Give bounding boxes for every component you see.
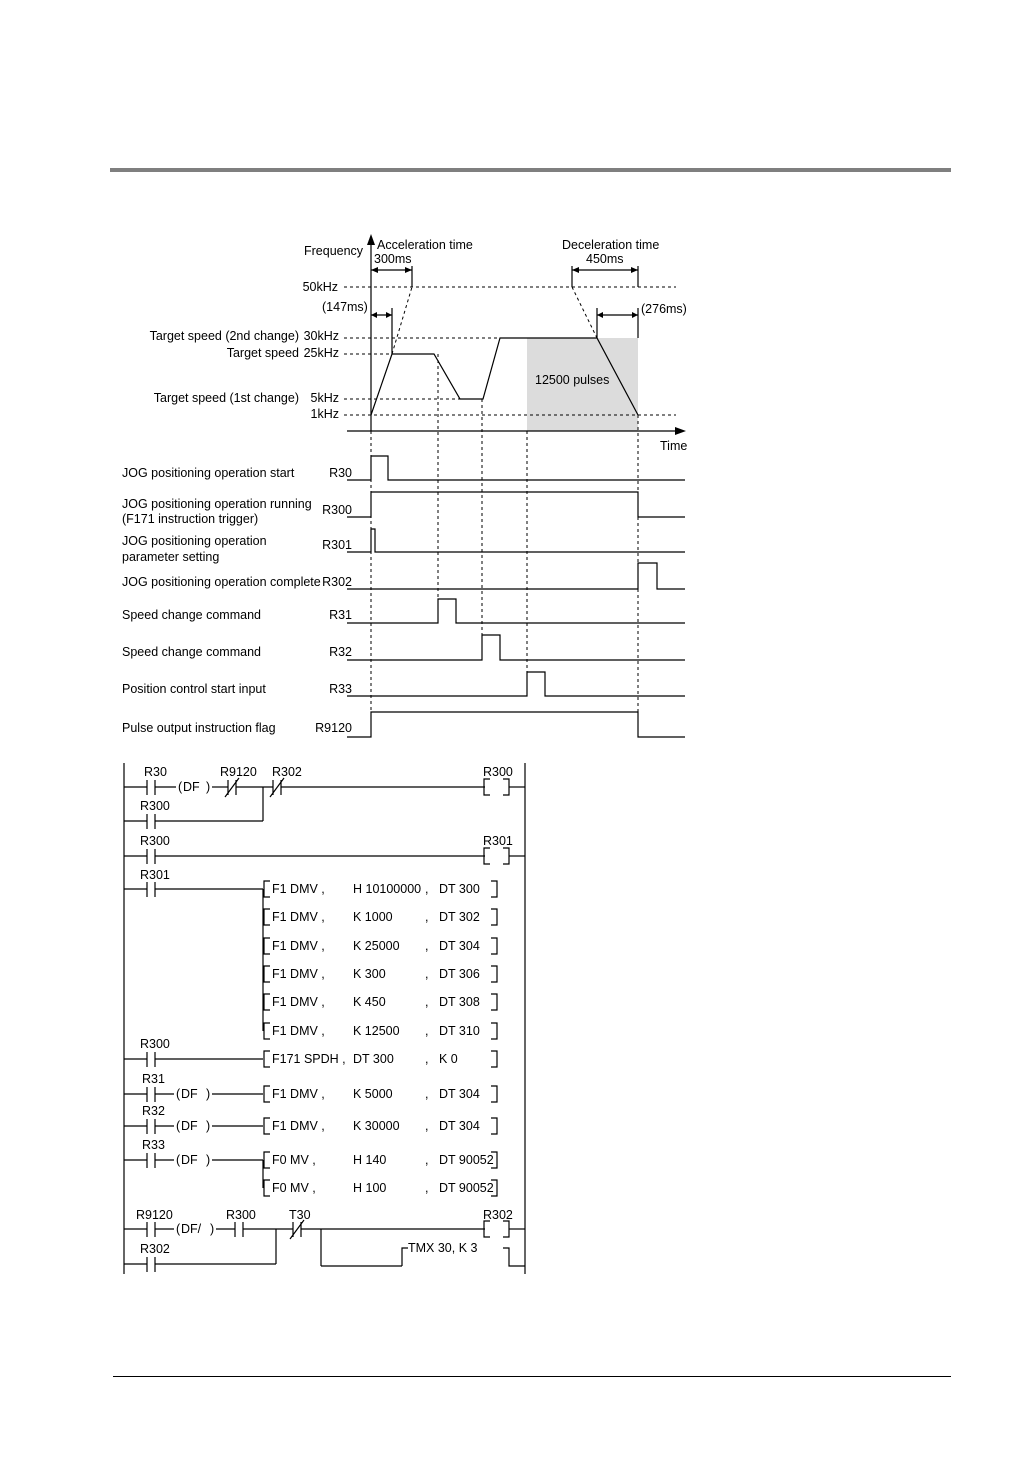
rung-f171 <box>124 1037 263 1067</box>
signal-timing-rows <box>122 456 685 737</box>
signal-label: JOG positioning operation <box>122 534 267 548</box>
instruction-src: H 140 <box>353 1153 387 1167</box>
accel-extrapolation <box>392 287 412 354</box>
decel-time-value: 450ms <box>586 252 624 266</box>
level-25khz-label: 25kHz <box>303 346 339 360</box>
instruction-comma: , <box>425 1119 429 1133</box>
signal-relay-label: R300 <box>322 503 352 517</box>
signal-relay-label: R301 <box>322 538 352 552</box>
df-open-paren: ( <box>176 1119 181 1133</box>
signal-relay-label: R302 <box>322 575 352 589</box>
instruction-op: F0 MV , <box>272 1181 316 1195</box>
arrow-right-icon <box>631 267 638 273</box>
df-close-paren: ) <box>210 1222 215 1236</box>
instruction-comma: , <box>425 882 429 896</box>
instruction-row <box>264 1023 497 1039</box>
coil-r302: R302 <box>483 1208 513 1222</box>
coil-r300: R300 <box>483 765 513 779</box>
contact-r30: R30 <box>144 765 167 779</box>
instruction-op: F0 MV , <box>272 1153 316 1167</box>
instruction-dst: DT 302 <box>439 910 480 924</box>
waveform-r31 <box>347 599 685 623</box>
arrow-right-icon <box>386 312 392 318</box>
signal-label: JOG positioning operation complete <box>122 575 321 589</box>
instruction-src: DT 300 <box>353 1052 394 1066</box>
level-5khz-label: 5kHz <box>310 391 339 405</box>
df-close-paren: ) <box>206 780 211 794</box>
decel-extrapolation <box>572 287 597 338</box>
waveform-r300 <box>347 492 685 517</box>
footer-rule <box>113 1376 951 1377</box>
contact-r32: R32 <box>142 1104 165 1118</box>
instruction-comma: , <box>425 995 429 1009</box>
df-open-paren: ( <box>176 1087 181 1101</box>
df-close-paren: ) <box>206 1153 211 1167</box>
instruction-row <box>264 909 497 925</box>
rung-r31 <box>124 1072 263 1102</box>
level-30khz-label: 30kHz <box>303 329 339 343</box>
waveform-r9120 <box>347 712 685 737</box>
contact-r300-seal: R300 <box>140 799 170 813</box>
time-axis-arrow-icon <box>675 427 686 435</box>
instruction-dst: DT 304 <box>439 1087 480 1101</box>
waveform-r30 <box>347 456 685 480</box>
df-label: DF <box>181 1087 198 1101</box>
instruction-src: H 100 <box>353 1181 387 1195</box>
instruction-op: F1 DMV , <box>272 910 325 924</box>
contact-r302: R302 <box>272 765 302 779</box>
contact-r9120: R9120 <box>220 765 257 779</box>
instruction-op: F1 DMV , <box>272 967 325 981</box>
instruction-src: K 30000 <box>353 1119 400 1133</box>
level-5khz-caption: Target speed (1st change) <box>153 391 299 405</box>
signal-relay-label: R33 <box>329 682 352 696</box>
signal-relay-label: R9120 <box>315 721 352 735</box>
contact-r9120-edge: R9120 <box>136 1208 173 1222</box>
contact-r33: R33 <box>142 1138 165 1152</box>
signal-label: Speed change command <box>122 645 261 659</box>
instruction-comma: , <box>425 1052 429 1066</box>
instruction-src: H 10100000 <box>353 882 422 896</box>
instruction-row <box>264 1086 497 1102</box>
rung-3 <box>124 868 263 1031</box>
contact-t30: T30 <box>289 1208 311 1222</box>
signal-relay-label: R32 <box>329 645 352 659</box>
df-close-paren: ) <box>206 1119 211 1133</box>
df-label: DF <box>181 1153 198 1167</box>
instruction-comma: , <box>425 967 429 981</box>
instruction-row <box>264 1152 497 1168</box>
arrow-right-icon <box>405 267 412 273</box>
timer-instruction: TMX 30, K 3 <box>408 1241 478 1255</box>
instruction-src: K 25000 <box>353 939 400 953</box>
instruction-row <box>264 966 497 982</box>
waveform-r301 <box>347 529 685 552</box>
instruction-comma: , <box>425 939 429 953</box>
rung-1 <box>124 765 525 829</box>
contact-r300: R300 <box>140 834 170 848</box>
signal-label: Position control start input <box>122 682 266 696</box>
instruction-src: K 12500 <box>353 1024 400 1038</box>
instruction-list <box>264 881 497 1196</box>
instruction-comma: , <box>425 1153 429 1167</box>
waveform-r32 <box>347 635 685 660</box>
instruction-op: F171 SPDH , <box>272 1052 346 1066</box>
instruction-op: F1 DMV , <box>272 1119 325 1133</box>
signal-label: JOG positioning operation running <box>122 497 312 511</box>
instruction-comma: , <box>425 910 429 924</box>
signal-label: JOG positioning operation start <box>122 466 295 480</box>
rung-2 <box>124 834 525 864</box>
waveform-r302 <box>347 563 685 589</box>
df-label: DF <box>181 1119 198 1133</box>
frequency-axis-label: Frequency <box>304 244 364 258</box>
instruction-comma: , <box>425 1181 429 1195</box>
arrow-left-icon <box>572 267 579 273</box>
instruction-dst: DT 306 <box>439 967 480 981</box>
time-axis-label: Time <box>660 439 688 453</box>
df-label: DF <box>183 780 200 794</box>
frequency-chart <box>150 234 688 453</box>
instruction-op: F1 DMV , <box>272 1087 325 1101</box>
instruction-op: F1 DMV , <box>272 882 325 896</box>
frequency-axis-arrow-icon <box>367 234 375 245</box>
instruction-dst: K 0 <box>439 1052 458 1066</box>
signal-relay-label: R31 <box>329 608 352 622</box>
instruction-dst: DT 308 <box>439 995 480 1009</box>
arrow-left-icon <box>371 267 378 273</box>
instruction-src: K 1000 <box>353 910 393 924</box>
level-1khz-label: 1kHz <box>310 407 339 421</box>
df-open-paren: ( <box>176 1222 181 1236</box>
instruction-row <box>264 1180 497 1196</box>
arrow-right-icon <box>632 312 638 318</box>
df-close-paren: ) <box>206 1087 211 1101</box>
instruction-row <box>264 881 497 897</box>
decel-time-label: Deceleration time <box>562 238 660 252</box>
instruction-src: K 5000 <box>353 1087 393 1101</box>
contact-r300-final: R300 <box>226 1208 256 1222</box>
accel-time-value: 300ms <box>374 252 412 266</box>
rung-complete <box>124 1208 525 1272</box>
instruction-op: F1 DMV , <box>272 995 325 1009</box>
instruction-dst: DT 304 <box>439 1119 480 1133</box>
df-open-paren: ( <box>176 1153 181 1167</box>
instruction-row <box>264 1051 497 1067</box>
contact-r301: R301 <box>140 868 170 882</box>
instruction-comma: , <box>425 1024 429 1038</box>
shaded-pulse-label: 12500 pulses <box>535 373 610 387</box>
contact-r31: R31 <box>142 1072 165 1086</box>
signal-relay-label: R30 <box>329 466 352 480</box>
level-50khz-label: 50kHz <box>302 280 338 294</box>
instruction-dst: DT 304 <box>439 939 480 953</box>
rung-r33 <box>124 1138 263 1188</box>
level-30khz-caption: Target speed (2nd change) <box>149 329 299 343</box>
instruction-dst: DT 90052 <box>439 1181 494 1195</box>
ladder-diagram <box>124 763 525 1274</box>
signal-label-line2: (F171 instruction trigger) <box>122 512 259 526</box>
decel-actual-label: (276ms) <box>641 302 687 316</box>
instruction-row <box>264 994 497 1010</box>
accel-time-label: Acceleration time <box>377 238 473 252</box>
arrow-left-icon <box>597 312 603 318</box>
signal-label: Speed change command <box>122 608 261 622</box>
instruction-dst: DT 310 <box>439 1024 480 1038</box>
arrow-left-icon <box>371 312 377 318</box>
instruction-op: F1 DMV , <box>272 1024 325 1038</box>
instruction-src: K 300 <box>353 967 386 981</box>
df-open-paren: ( <box>178 780 183 794</box>
waveform-r33 <box>347 672 685 696</box>
accel-actual-label: (147ms) <box>322 300 368 314</box>
instruction-op: F1 DMV , <box>272 939 325 953</box>
instruction-src: K 450 <box>353 995 386 1009</box>
level-25khz-caption: Target speed <box>226 346 299 360</box>
signal-label-line2: parameter setting <box>122 550 220 564</box>
instruction-row <box>264 1118 497 1134</box>
instruction-dst: DT 300 <box>439 882 480 896</box>
instruction-row <box>264 938 497 954</box>
instruction-dst: DT 90052 <box>439 1153 494 1167</box>
coil-r301: R301 <box>483 834 513 848</box>
instruction-comma: , <box>425 1087 429 1101</box>
df-rev-label: DF/ <box>181 1222 202 1236</box>
signal-label: Pulse output instruction flag <box>122 721 276 735</box>
contact-r302-seal: R302 <box>140 1242 170 1256</box>
rung-r32 <box>124 1104 263 1134</box>
contact-r300-f171: R300 <box>140 1037 170 1051</box>
